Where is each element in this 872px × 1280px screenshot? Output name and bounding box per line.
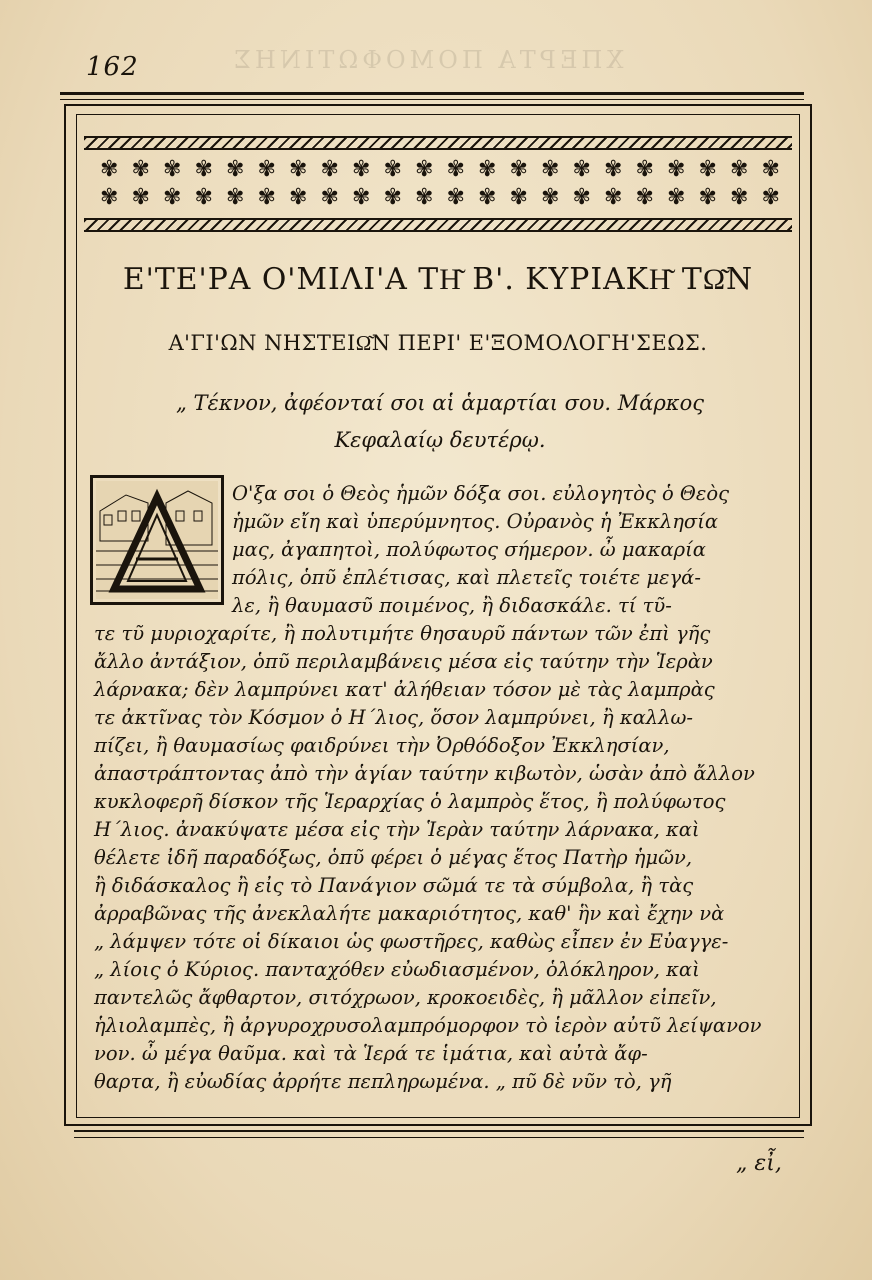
body-line: ἡμῶν εἴη καὶ ὑπερύμνητος. Οὐρανὸς ἡ Ἐκκλησία	[232, 510, 719, 533]
body-line: λε, ἢ θαυμασῦ ποιμένος, ἢ διδασκάλε. τί τῦ-	[232, 594, 672, 617]
epigraph-line: Κεφαλαίῳ δευτέρῳ.	[334, 428, 546, 452]
flower-ornament-icon: ✾	[226, 157, 245, 182]
flower-ornament-icon: ✾	[478, 157, 497, 182]
flower-ornament-icon: ✾	[320, 157, 339, 182]
body-line: „ λίοις ὁ Κύριος. πανταχόθεν εὐωδιασμένον, ὁλόκληρον, καὶ	[94, 958, 700, 981]
body-line: τε τῦ μυριοχαρίτε, ἢ πολυτιμήτε θησαυρῦ πάντων τῶν ἐπὶ γῆς	[94, 622, 711, 645]
body-line: τε ἀκτῖνας τὸν Κόσμον ὁ Η΄λιος, ὅσον λαμπρύνει, ἢ καλλω-	[94, 706, 693, 729]
rope-border-icon	[84, 136, 792, 150]
flower-ornament-icon: ✾	[667, 185, 686, 210]
body-line: κυκλοφερῆ δίσκον τῆς Ἱεραρχίας ὁ λαμπρὸς ἕτος, ἢ πολύφωτος	[94, 790, 726, 813]
flower-ornament-icon: ✾	[478, 185, 497, 210]
flower-ornament-icon: ✾	[761, 157, 780, 182]
catchword: „ εἶ,	[736, 1151, 782, 1176]
flower-ornament-icon: ✾	[635, 157, 654, 182]
flower-ornament-icon: ✾	[446, 157, 465, 182]
page-number: 162	[86, 52, 139, 82]
flower-ornament-icon: ✾	[730, 185, 749, 210]
top-rule-thick	[60, 92, 804, 95]
flower-ornament-icon: ✾	[730, 157, 749, 182]
flower-ornament-icon: ✾	[509, 157, 528, 182]
body-line: μας, ἀγαπητοὶ, πολύφωτος σήμερον. ὦ μακαρία	[232, 538, 706, 561]
flower-ornament-icon: ✾	[131, 157, 150, 182]
top-rule-thin	[60, 99, 804, 100]
body-line: θαρτα, ἢ εὐωδίας ἀρρήτε πεπληρωμένα. „ πῦ δὲ νῦν τὸ, γῆ	[94, 1070, 672, 1093]
drop-cap-box	[90, 475, 224, 605]
epigraph-line: „ Τέκνον, ἀφέονταί σοι αἱ ἁμαρτίαι σου. Μάρκος	[176, 391, 704, 415]
flower-ornament-row	[100, 186, 780, 210]
flower-ornament-icon: ✾	[761, 185, 780, 210]
flower-ornament-icon: ✾	[541, 157, 560, 182]
triangle-drop-cap-illustration-icon	[96, 481, 218, 599]
flower-ornament-icon: ✾	[194, 185, 213, 210]
body-line: νον. ὦ μέγα θαῦμα. καὶ τὰ Ἱερά τε ἱμάτια, καὶ αὐτὰ ἄφ-	[94, 1042, 648, 1065]
flower-ornament-icon: ✾	[289, 157, 308, 182]
flower-ornament-icon: ✾	[100, 185, 119, 210]
body-line: ἡλιολαμπὲς, ἢ ἀργυροχρυσολαμπρόμορφον τὸ ἱερὸν αὐτῦ λείψανον	[94, 1014, 762, 1037]
body-line: πόλις, ὁπῦ ἐπλέτισας, καὶ πλετεῖς τοιέτε μεγά-	[232, 566, 701, 589]
flower-ornament-icon: ✾	[541, 185, 560, 210]
flower-ornament-icon: ✾	[415, 185, 434, 210]
flower-ornament-icon: ✾	[415, 157, 434, 182]
flower-ornament-icon: ✾	[352, 157, 371, 182]
flower-ornament-icon: ✾	[604, 157, 623, 182]
flower-ornament-icon: ✾	[572, 157, 591, 182]
body-line: θέλετε ἰδῆ παραδόξως, ὁπῦ φέρει ὁ μέγας ἕτος Πατὴρ ἡμῶν,	[94, 846, 693, 869]
body-line: λάρνακα; δὲν λαμπρύνει κατ' ἀλήθειαν τόσον μὲ τὰς λαμπρὰς	[94, 678, 715, 701]
homily-title: Ε'ΤΕ'ΡΑ Ο'ΜΙΛΙ'Α ΤΗ͂ Β'. ΚΥΡΙΑΚΗ͂ ΤΩ͂Ν	[122, 262, 754, 297]
flower-ornament-icon: ✾	[383, 157, 402, 182]
flower-ornament-icon: ✾	[100, 157, 119, 182]
flower-ornament-icon: ✾	[194, 157, 213, 182]
flower-ornament-icon: ✾	[163, 185, 182, 210]
flower-ornament-icon: ✾	[163, 157, 182, 182]
body-line: Η΄λιος. ἀνακύψατε μέσα εἰς τὴν Ἱερὰν ταύτην λάρνακα, καὶ	[94, 818, 700, 841]
body-line: „ λάμψεν τότε οἱ δίκαιοι ὡς φωστῆρες, καθὼς εἶπεν ἐν Εὐαγγε-	[94, 930, 729, 953]
bottom-rule-thick	[74, 1130, 804, 1132]
headpiece-ornament	[84, 128, 792, 240]
flower-ornament-icon: ✾	[257, 157, 276, 182]
body-line: πίζει, ἢ θαυμασίως φαιδρύνει τὴν Ὀρθόδοξον Ἐκκλησίαν,	[94, 734, 670, 757]
flower-ornament-icon: ✾	[131, 185, 150, 210]
homily-subtitle: Α'ΓΙ'ΩΝ ΝΗΣΤΕΙΩ͂Ν ΠΕΡΙ' Ε'ΞΟΜΟΛΟΓΗ'ΣΕΩΣ.	[168, 331, 708, 355]
body-line: Ο'ξα σοι ὁ Θεὸς ἡμῶν δόξα σοι. εὐλογητὸς ὁ Θεὸς	[232, 482, 730, 505]
flower-ornament-icon: ✾	[352, 185, 371, 210]
bleed-through-text: ΧΠΕΡΤΑ ΠΟΜΟΦΩΤΙΝΗΣ	[230, 46, 624, 74]
flower-ornament-icon: ✾	[289, 185, 308, 210]
flower-ornament-icon: ✾	[320, 185, 339, 210]
body-line: ἢ διδάσκαλος ἢ εἰς τὸ Πανάγιον σῶμά τε τὰ σύμβολα, ἢ τὰς	[94, 874, 694, 897]
bottom-rule-thin	[74, 1137, 804, 1138]
body-line: παντελῶς ἄφθαρτον, σιτόχρωον, κροκοειδὲς, ἢ μᾶλλον εἰπεῖν,	[94, 986, 717, 1009]
flower-ornament-icon: ✾	[226, 185, 245, 210]
flower-ornament-icon: ✾	[572, 185, 591, 210]
body-line: ἀρραβῶνας τῆς ἀνεκλαλήτε μακαριότητος, καθ' ἣν καὶ ἔχην νὰ	[94, 902, 725, 925]
flower-ornament-icon: ✾	[509, 185, 528, 210]
flower-ornament-icon: ✾	[635, 185, 654, 210]
flower-ornament-icon: ✾	[257, 185, 276, 210]
flower-ornament-icon: ✾	[698, 157, 717, 182]
flower-ornament-icon: ✾	[383, 185, 402, 210]
flower-ornament-row	[100, 158, 780, 182]
epigraph	[84, 385, 796, 459]
flower-ornament-icon: ✾	[604, 185, 623, 210]
flower-ornament-icon: ✾	[446, 185, 465, 210]
flower-ornament-icon: ✾	[698, 185, 717, 210]
rope-border-icon	[84, 218, 792, 232]
flower-ornament-icon: ✾	[667, 157, 686, 182]
body-line: ἄλλο ἀντάξιον, ὁπῦ περιλαμβάνεις μέσα εἰς ταύτην τὴν Ἱερὰν	[94, 650, 713, 673]
body-line: ἀπαστράπτοντας ἀπὸ τὴν ἁγίαν ταύτην κιβωτὸν, ὡσὰν ἀπὸ ἄλλον	[94, 762, 755, 785]
